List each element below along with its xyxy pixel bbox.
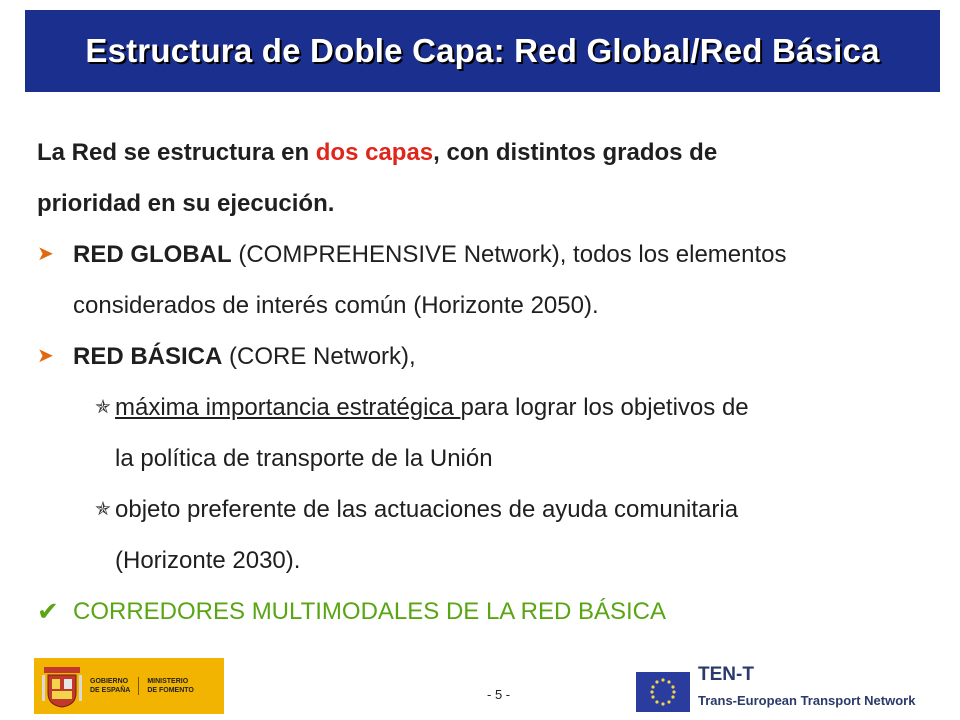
star-bullet-icon: ✯: [95, 499, 111, 520]
sub-bullet-2-cont: (Horizonte 2030).: [115, 547, 301, 574]
title-banner: [25, 10, 940, 92]
sub1-rest: para lograr los objetivos de: [460, 394, 749, 421]
intro-highlight: dos capas: [315, 139, 434, 166]
intro-text-2: , con distintos grados de: [433, 139, 718, 166]
eu-flag-icon: [636, 672, 690, 712]
page-number: - 5 -: [487, 687, 511, 702]
star-bullet-icon: ✯: [95, 397, 111, 418]
red-global-text: (COMPREHENSIVE Network), todos los elementos: [231, 241, 787, 268]
red-basica-label: RED BÁSICA: [73, 343, 223, 370]
bullet-red-basica: [37, 331, 917, 382]
footer: [0, 650, 960, 720]
ten-t-subtitle: Trans-European Transport Network: [698, 693, 916, 708]
sub1-underlined: máxima importancia estratégica: [115, 394, 461, 421]
arrow-bullet-icon: ➤: [37, 345, 54, 367]
red-basica-text: (CORE Network),: [222, 343, 416, 370]
gobierno-text: GOBIERNO DE ESPAÑA: [90, 677, 139, 695]
sub-bullet-1-cont: la política de transporte de la Unión: [115, 445, 493, 472]
intro-line-2: prioridad en su ejecución.: [37, 190, 335, 217]
bullet-corredores: [37, 586, 917, 637]
checkmark-icon: ✔: [37, 596, 59, 626]
coat-of-arms-icon: [42, 663, 82, 709]
sub2-text: objeto preferente de las actuaciones de ayuda comunitaria: [115, 496, 739, 523]
ministerio-text: MINISTERIO DE FOMENTO: [147, 678, 194, 694]
slide-content: [37, 127, 917, 637]
intro-line-1: [37, 127, 917, 178]
sub-bullet-2: [37, 484, 917, 535]
gobierno-logo: [34, 658, 224, 714]
intro-text: La Red se estructura en: [37, 139, 316, 166]
slide-title: Estructura de Doble Capa: Red Global/Red Básica: [85, 32, 880, 69]
bullet-red-global-cont: considerados de interés común (Horizonte 2050).: [73, 292, 599, 319]
arrow-bullet-icon: ➤: [37, 243, 54, 265]
sub-bullet-1: [37, 382, 917, 433]
corredores-text: CORREDORES MULTIMODALES DE LA RED BÁSICA: [73, 598, 667, 625]
red-global-label: RED GLOBAL: [73, 241, 232, 268]
bullet-red-global: [37, 229, 917, 280]
ten-t-title: TEN-T: [698, 664, 754, 685]
